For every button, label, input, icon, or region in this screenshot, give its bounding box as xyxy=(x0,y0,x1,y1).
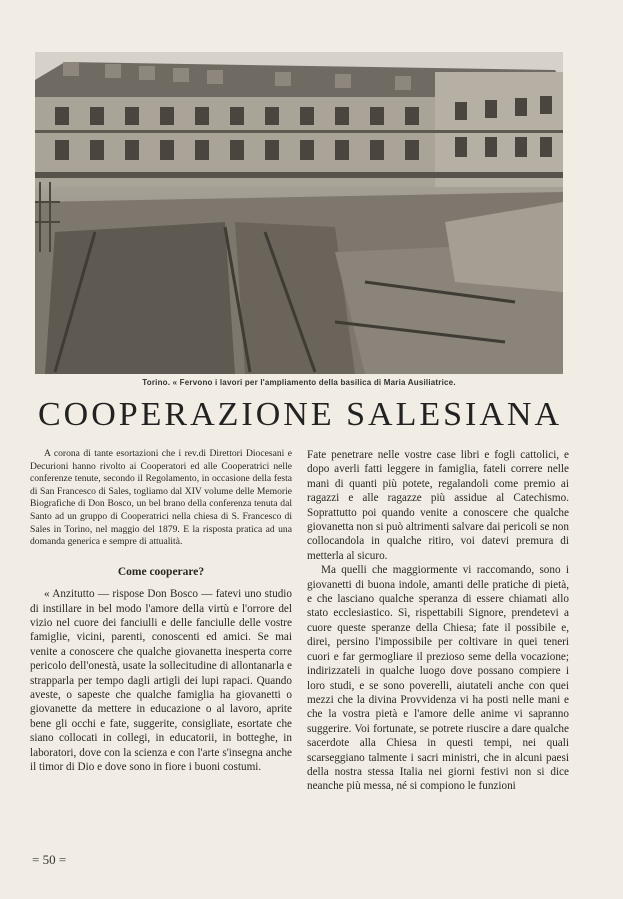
body-paragraph-right-1: Fate penetrare nelle vostre case libri e fogli cattolici, e dopo averli fatti leggere in famiglia, fateli correre nelle mani di quanti più potete, regalandoli come premio ai ragazzi e alle ragazze più assidue al Catechismo. Soprattutto poi quando venite a conoscere che qualche giovanetta non si può altrimenti salvare dai pericoli se non collocandola in qualche ritiro, voi datevi premura di metterla al sicuro. xyxy=(307,449,569,562)
right-column xyxy=(307,448,569,794)
section-heading: Come cooperare? xyxy=(117,565,205,578)
construction-photo xyxy=(35,52,563,374)
page-number: = 50 = xyxy=(32,852,67,867)
body-paragraph-right-2: Ma quelli che maggiormente vi raccomando, sono i giovanetti di buona indole, amanti delle pratiche di pietà, e che lasciano qualche speranza di essere chiamati allo stato ecclesiastico. Sì, rispettabili Signore, prendetevi a cuore queste speranze della Chiesa; fate il possibile e, direi, persino l'impossibile per coltivare in quei teneri cuori e far germogliare il prezioso seme della vocazione; indirizzateli in qualche luogo dove possano compiere i loro studi, e se sono poverelli, aiutateli anche con quei mezzi che la divina Provvidenza vi ha posti nelle mani e che la vostra pietà e l'amore delle anime vi sapranno suggerire. Voi fortunate, se potrete riuscire a dare qualche sacerdote alla Chiesa in questi tempi, nei quali scarseggiano talmente i sacri ministri, che in alcuni paesi della nostra stessa Italia nei giorni festivi non si dice neanche più messa, né si compiono le funzioni xyxy=(307,564,569,793)
page-title: COOPERAZIONE SALESIANA xyxy=(37,396,563,433)
photo-caption: Torino. « Fervono i lavori per l'ampliamento della basilica di Maria Ausiliatrice. xyxy=(142,378,456,387)
body-paragraph-left: « Anzitutto — rispose Don Bosco — fatevi uno studio di instillare in bel modo l'amore della virtù e l'orrore del vizio nel cuore dei fanciulli e delle fanciulle delle vostre famiglie, vicini, parenti, conoscenti ed amici. Se mai venite a conoscere che qualche giovanetta inesperta corre pericolo dell'onestà, usate la sollecitudine di allontanarla e strapparla per tempo dagli artigli dei lupi rapaci. Quando aveste, o sapeste che qualche famiglia ha giovanetti o giovanette da mettere in educazione o al lavoro, aprite bene gli occhi e fate, suggerite, consigliate, esortate che siano collocati in collegi, in educatorii, in botteghe, in laboratori, dove con la scienza e con l'arte s'insegna anche il timor di Dio e dove sono in fiore i buoni costumi. xyxy=(30,588,292,774)
left-column xyxy=(30,448,292,774)
intro-paragraph: A corona di tante esortazioni che i rev.di Direttori Diocesani e Decurioni hanno rivolto ai Cooperatori ed alle Cooperatrici nelle conferenze tenute, secondo il Regolamento, in occasione della festa di San Francesco di Sales, togliamo dal XIV volume delle Memorie Biografiche di Don Bosco, un bel brano della conferenza tenuta dal Santo ad un gruppo di Cooperatrici nella chiesa di S. Francesco di Sales in Torino, nel maggio del 1879. E la risposta pratica ad una domanda generica e sempre di attualità. xyxy=(30,448,292,548)
